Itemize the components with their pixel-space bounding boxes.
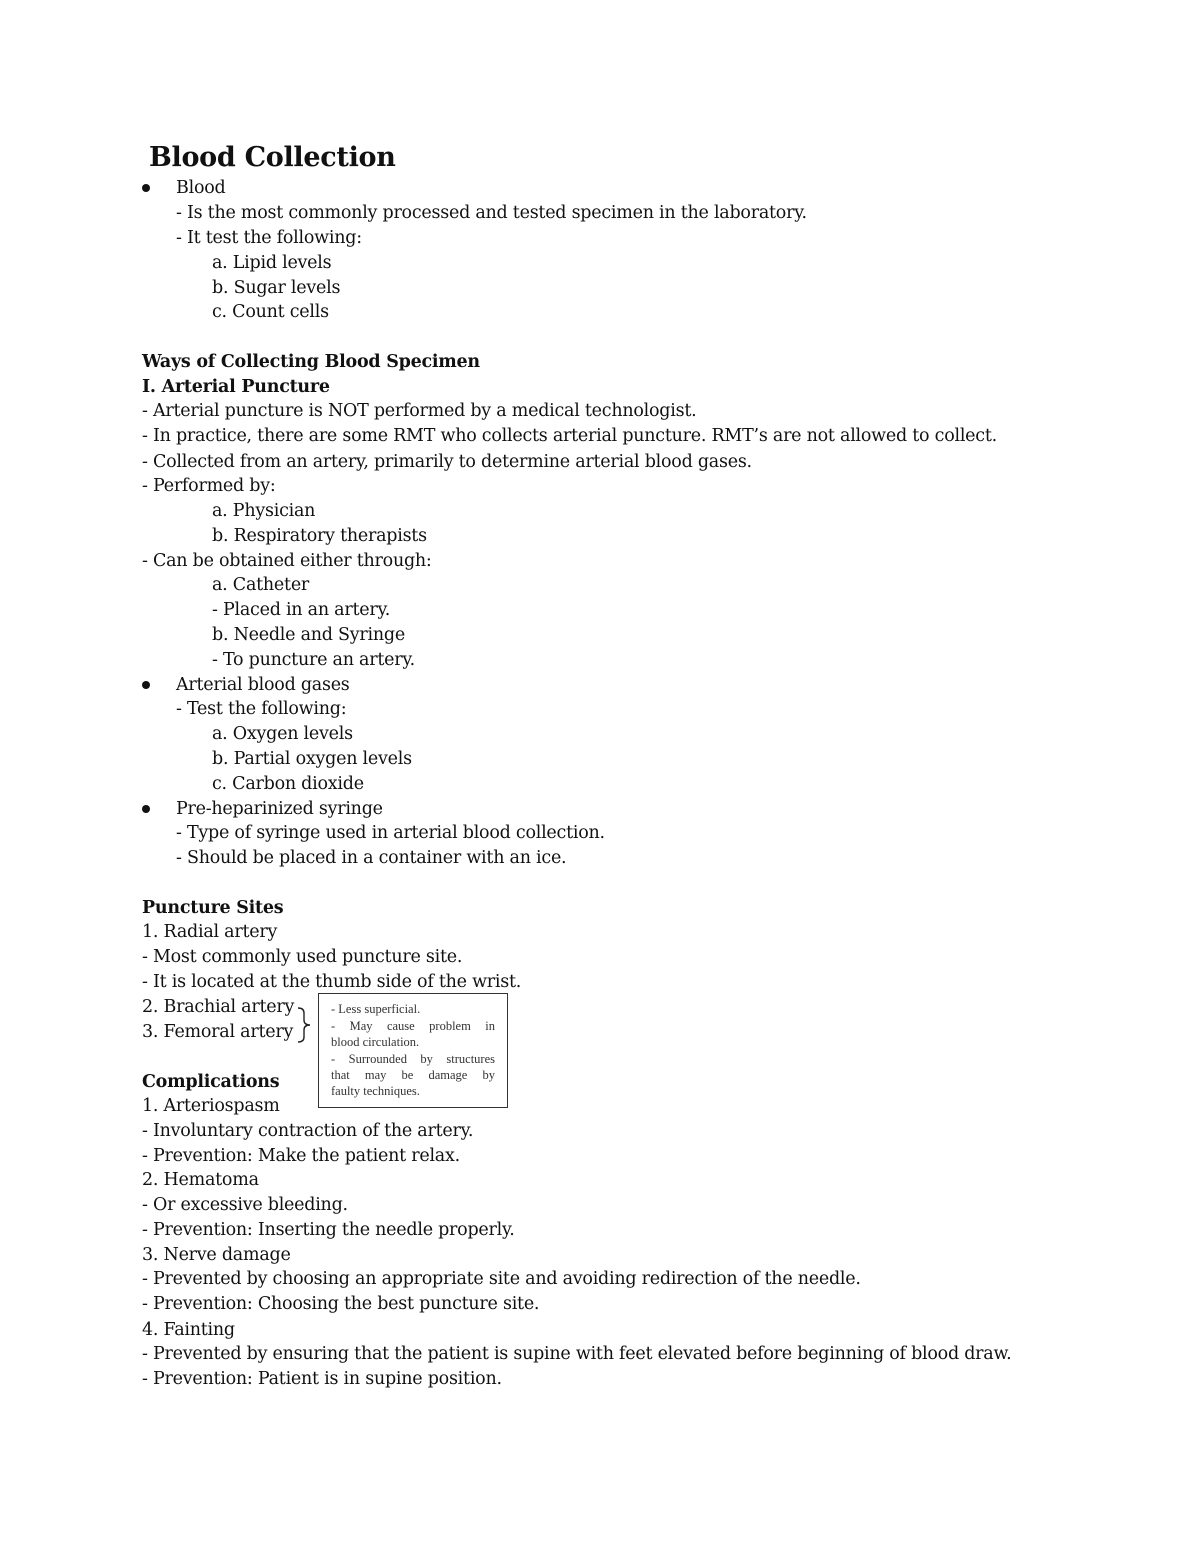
complication-line: 1. Arteriospasm [142, 1096, 280, 1116]
list-item: c. Carbon dioxide [212, 774, 364, 794]
syringe-line: - Should be placed in a container with an ice. [176, 848, 567, 868]
list-item: b. Respiratory therapists [212, 526, 427, 546]
list-item: c. Count cells [212, 302, 329, 322]
complication-line: 4. Fainting [142, 1320, 235, 1340]
list-item: b. Sugar levels [212, 278, 341, 298]
note-line: that may be damage by [331, 1068, 495, 1082]
note-line: - Less superficial. [331, 1002, 421, 1016]
complication-line: - Prevention: Make the patient relax. [142, 1146, 460, 1166]
arterial-line: - Collected from an artery, primarily to determine arterial blood gases. [142, 452, 752, 472]
complication-line: 2. Hematoma [142, 1170, 259, 1190]
list-item: b. Partial oxygen levels [212, 749, 412, 769]
complications-heading: Complications [142, 1072, 280, 1092]
syringe-line: - Type of syringe used in arterial blood collection. [176, 823, 605, 843]
bullet-syringe: Pre-heparinized syringe [176, 799, 383, 819]
note-line: blood circulation. [331, 1035, 420, 1049]
sites-line: 1. Radial artery [142, 922, 278, 942]
list-item: - Placed in an artery. [212, 600, 391, 620]
complication-line: - Prevented by ensuring that the patient is supine with feet elevated before beginning of blood draw. [142, 1344, 1012, 1364]
list-item: a. Lipid levels [212, 253, 332, 273]
list-item: b. Needle and Syringe [212, 625, 405, 645]
complication-line: - Prevention: Inserting the needle properly. [142, 1220, 515, 1240]
complication-line: - Prevention: Patient is in supine position. [142, 1369, 502, 1389]
complication-line: - Prevented by choosing an appropriate site and avoiding redirection of the needle. [142, 1269, 861, 1289]
bullet-icon [142, 681, 150, 689]
note-line: - May cause problem in [331, 1019, 495, 1033]
arterial-obtained: - Can be obtained either through: [142, 551, 432, 571]
list-item: - To puncture an artery. [212, 650, 415, 670]
blood-desc-1: - Is the most commonly processed and tested specimen in the laboratory. [176, 203, 807, 223]
complication-line: - Involuntary contraction of the artery. [142, 1121, 474, 1141]
complication-line: - Or excessive bleeding. [142, 1195, 348, 1215]
blood-desc-2: - It test the following: [176, 228, 362, 248]
note-line: faulty techniques. [331, 1084, 420, 1098]
sites-line: - It is located at the thumb side of the wrist. [142, 972, 522, 992]
note-line: - Surrounded by structures [331, 1052, 495, 1066]
arterial-line: - Arterial puncture is NOT performed by a medical technologist. [142, 401, 697, 421]
sites-line: - Most commonly used puncture site. [142, 947, 463, 967]
page-title: Blood Collection [149, 142, 396, 173]
abg-desc: - Test the following: [176, 699, 347, 719]
complication-line: - Prevention: Choosing the best puncture site. [142, 1294, 540, 1314]
bullet-blood: Blood [176, 178, 226, 198]
side-note-box [318, 993, 508, 1108]
arterial-line: - Performed by: [142, 476, 276, 496]
ways-heading: Ways of Collecting Blood Specimen [142, 352, 480, 372]
bullet-icon [142, 184, 150, 192]
arterial-line: - In practice, there are some RMT who collects arterial puncture. RMT’s are not allowed to collect. [142, 426, 997, 446]
complication-line: 3. Nerve damage [142, 1245, 291, 1265]
bullet-abg: Arterial blood gases [176, 675, 350, 695]
sites-heading: Puncture Sites [142, 898, 284, 918]
list-item: a. Catheter [212, 575, 310, 595]
list-item: a. Physician [212, 501, 316, 521]
arterial-heading: I. Arterial Puncture [142, 377, 330, 397]
sites-line: 2. Brachial artery [142, 997, 295, 1017]
sites-line: 3. Femoral artery [142, 1022, 294, 1042]
right-brace-icon [296, 1006, 316, 1044]
bullet-icon [142, 805, 150, 813]
list-item: a. Oxygen levels [212, 724, 353, 744]
